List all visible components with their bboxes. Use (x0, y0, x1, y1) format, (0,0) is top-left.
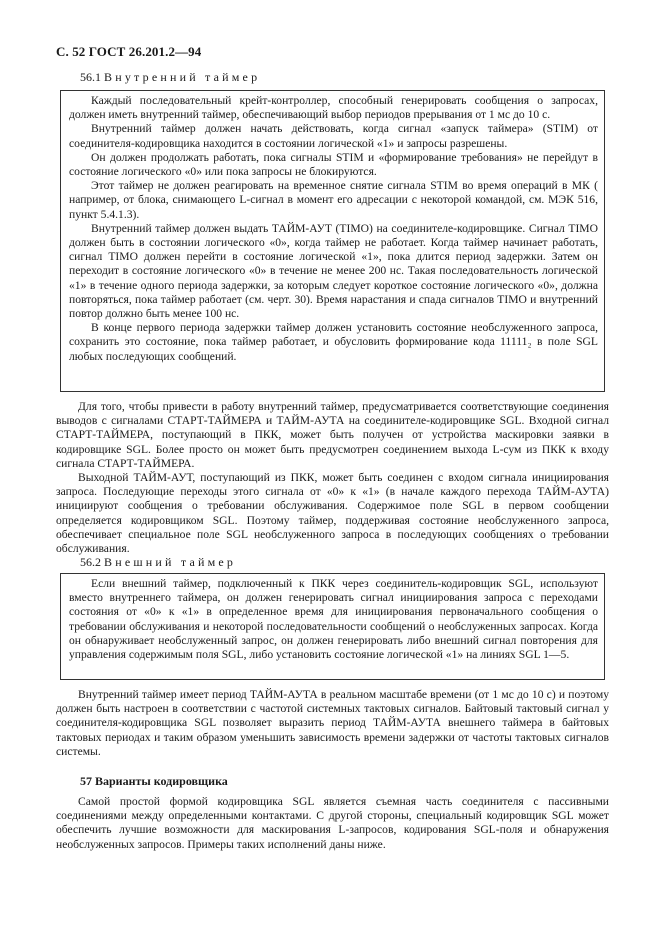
body-paragraph: Для того, чтобы привести в работу внутренний таймер, предусматривается соответствующие соединения выводов с сигналами СТАРТ-ТАЙМЕРА и ТАЙМ-АУТА на соединителе-кодировщике SGL. Входной сигнал СТАРТ-ТАЙМЕРА, поступающий в ПКК, может быть получен от устройства маскировки заявки в кодировщике SGL. Более просто он может быть предусмотрен соединением выхода L-сум из ПКК к входу сигнала СТАРТ-ТАЙМЕРА. (56, 400, 609, 470)
section-56-2-body (56, 688, 609, 759)
box-paragraph: Внутренний таймер должен начать действовать, когда сигнал «запуск таймера» (STIM) от соединителя-кодировщика находится в состоянии логической «1» и запросы разрешены. (69, 122, 598, 150)
section-number: 57 (80, 774, 92, 788)
box-paragraph: В конце первого периода задержки таймер должен установить состояние необслуженного запроса, сохранить это состояние, пока таймер работает, и обусловить формирование кода 11111₂ в поле SGL любых последующих сообщений. (69, 321, 598, 363)
section-56-1-body (56, 400, 609, 556)
section-title: Внешний таймер (104, 555, 237, 569)
section-title: Варианты кодировщика (95, 774, 228, 788)
body-paragraph: Внутренний таймер имеет период ТАЙМ-АУТА в реальном масштабе времени (от 1 мс до 10 с) и поэтому должен быть настроен в соответствии с частотой системных тактовых сигналов. Байтовый тактовый сигнал у соединителя-кодировщика SGL позволяет выразить период ТАЙМ-АУТА внешнего таймера в байтовых тактовых периодах и таким образом уменьшить зависимость времени задержки от частоты тактовых сигналов системы. (56, 688, 609, 758)
section-56-1-heading (80, 70, 260, 85)
box-paragraph: Этот таймер не должен реагировать на временное снятие сигнала STIM во время операций в МК ( например, от блока, снимающего L-сигнал в момент его адресации с некоторой командой, см. МЭК 516, пункт 5.4.1.3). (69, 179, 598, 221)
requirements-box-56-2 (60, 573, 605, 680)
page-header: С. 52 ГОСТ 26.201.2—94 (56, 44, 202, 59)
box-paragraph: Внутренний таймер должен выдать ТАЙМ-АУТ (TIMO) на соединителе-кодировщике. Сигнал TIMO должен быть в состоянии логического «0», когда таймер не работает. Когда таймер начинает работать, сигнал TIMO должен перейти в состояние логической «1», пока длится период задержки. Затем он переходит в состояние логического «0» в течение не менее 200 нс. Такая последовательность логической «1» в течение одного периода задержки, за которым следует короткое состояние логического «0», должна повторяться, пока таймер работает (см. черт. 30). Время нарастания и спада сигналов TIMO и внутренний повтор должно быть менее 100 нс. (69, 221, 598, 321)
section-number: 56.2 (80, 555, 101, 569)
requirements-box-56-1 (60, 90, 605, 392)
section-57-body (56, 795, 609, 852)
section-title: Внутренний таймер (104, 70, 261, 84)
box-paragraph: Если внешний таймер, подключенный к ПКК через соединитель-кодировщик SGL, используют вместо внутреннего таймера, он должен генерировать сигнал инициирования запроса с переходами состояния от «0» к «1» в определенное время для инициирования первоначального сообщения о требовании обслуживания и некоторой последовательности сообщений о необслуженных запросах. Когда он обнаруживает необслуженный запрос, он должен генерировать либо внешний сигнал повторения для управления содержимым поля SGL, либо установить состояние логической «1» на линиях SGL 1—5. (69, 577, 598, 662)
body-paragraph: Выходной ТАЙМ-АУТ, поступающий из ПКК, может быть соединен с входом сигнала инициирования запроса. Последующие переходы этого сигнала от «0» к «1» (в начале каждого перехода ТАЙМ-АУТА) инициируют сообщения о требовании обслуживания. Содержимое поле SGL в первом сообщении определяется кодировщиком SGL. Поэтому таймер, поддерживая состояние необслуженного запроса, обеспечивает специальное поле SGL необслуженного запроса в последующих сообщениях о требовании обслуживания. (56, 471, 609, 556)
body-paragraph: Самой простой формой кодировщика SGL является съемная часть соединителя с пассивными соединениями между определенными контактами. С другой стороны, специальный кодировщик SGL может обеспечить лучшие возможности для маскирования L-запросов, кодирования SGL-поля и обнаружения необслуженных запросов. Примеры таких исполнений даны ниже. (56, 795, 609, 851)
section-56-2-heading (80, 555, 236, 570)
box-paragraph: Каждый последовательный крейт-контроллер, способный генерировать сообщения о запросах, должен иметь внутренний таймер, обеспечивающий выбор периодов прерывания от 1 мс до 10 с. (69, 94, 598, 122)
section-number: 56.1 (80, 70, 101, 84)
section-57-heading (80, 774, 228, 789)
box-paragraph: Он должен продолжать работать, пока сигналы STIM и «формирование требования» не перейдут в состояние логического «0» или пока запросы не блокируются. (69, 150, 598, 179)
